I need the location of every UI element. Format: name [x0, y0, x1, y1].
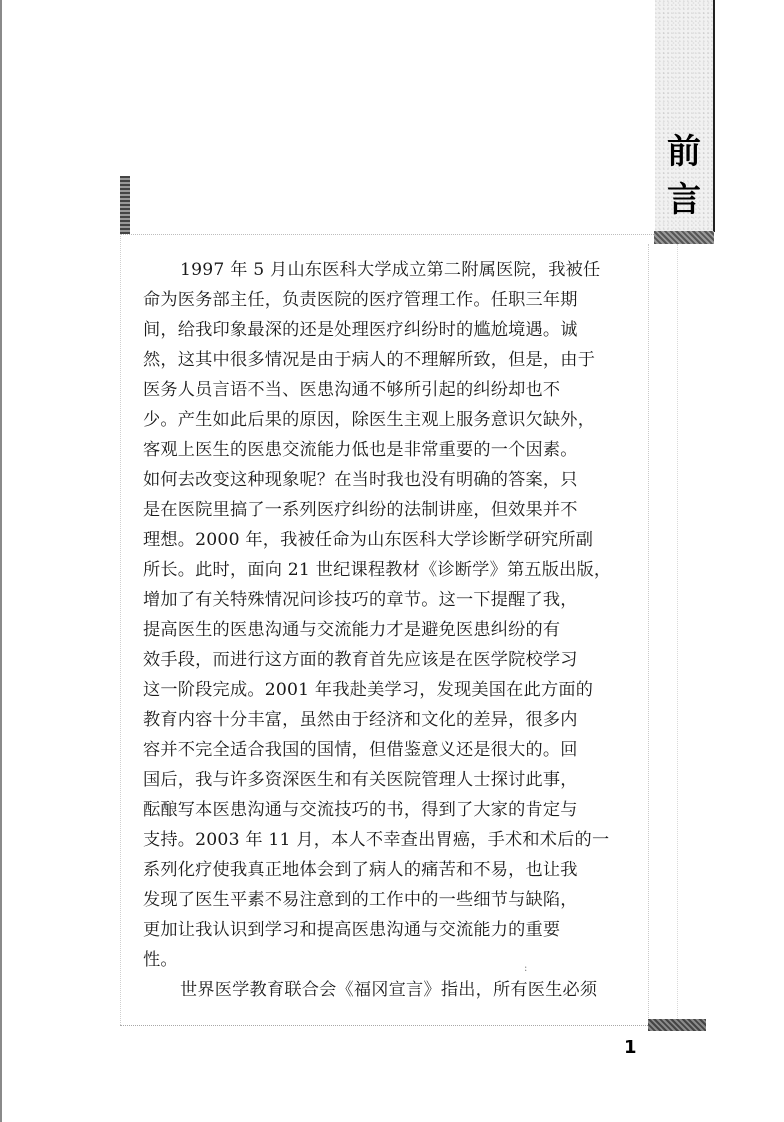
- text-line: 效手段，而进行这方面的教育首先应该是在医学院校学习: [143, 650, 578, 670]
- frame-left-rule: [120, 234, 121, 1025]
- body-text: [143, 255, 637, 1005]
- text-line: 更加让我认识到学习和提高医患沟通与交流能力的重要: [143, 920, 561, 940]
- frame-right-rule-outer: [677, 244, 678, 1020]
- text-line: 增加了有关特殊情况问诊技巧的章节。这一下提醒了我，: [143, 590, 578, 610]
- chapter-title: [658, 128, 710, 224]
- text-line: 然，这其中很多情况是由于病人的不理解所致，但是，由于: [143, 350, 596, 370]
- page-edge: [0, 0, 2, 1122]
- text-line: 性。: [143, 950, 178, 970]
- text-line: 教育内容十分丰富，虽然由于经济和文化的差异，很多内: [143, 710, 578, 730]
- text-line: 间，给我印象最深的还是处理医疗纠纷时的尴尬境遇。诚: [143, 320, 578, 340]
- text-line: 系列化疗使我真正地体会到了病人的痛苦和不易，也让我: [143, 860, 578, 880]
- text-line: 容并不完全适合我国的国情，但借鉴意义还是很大的。回: [143, 740, 578, 760]
- frame-right-rule: [648, 244, 649, 1020]
- text-line: 理想。2000 年，我被任命为山东医科大学诊断学研究所副: [143, 530, 594, 550]
- text-line: 世界医学教育联合会《福冈宣言》指出，所有医生必须: [180, 980, 598, 1000]
- frame-top-rule: [120, 234, 654, 235]
- text-line: 命为医务部主任，负责医院的医疗管理工作。任职三年期: [143, 290, 578, 310]
- decorative-bar-bottom: [648, 1019, 706, 1031]
- text-line: 如何去改变这种现象呢？在当时我也没有明确的答案，只: [143, 470, 578, 490]
- paragraph-2: [143, 975, 637, 1005]
- text-line: 酝酿写本医患沟通与交流技巧的书，得到了大家的肯定与: [143, 800, 578, 820]
- paragraph-1: [143, 255, 637, 975]
- text-line: 1997 年 5 月山东医科大学成立第二附属医院，我被任: [180, 260, 601, 280]
- text-line: 国后，我与许多资深医生和有关医院管理人士探讨此事，: [143, 770, 578, 790]
- frame-bottom-rule: [120, 1025, 648, 1026]
- text-line: 是在医院里搞了一系列医疗纠纷的法制讲座，但效果并不: [143, 500, 578, 520]
- text-line: 少。产生如此后果的原因，除医生主观上服务意识欠缺外，: [143, 410, 596, 430]
- decorative-left-marker: [120, 176, 130, 234]
- decorative-bar-top: [654, 231, 714, 244]
- chapter-title-char-2: 言: [667, 180, 701, 220]
- text-line: 所长。此时，面向 21 世纪课程教材《诊断学》第五版出版，: [143, 560, 612, 580]
- page-number: 1: [624, 1037, 637, 1058]
- text-line: 发现了医生平素不易注意到的工作中的一些细节与缺陷，: [143, 890, 578, 910]
- text-line: 客观上医生的医患交流能力低也是非常重要的一个因素。: [143, 440, 578, 460]
- text-line: 这一阶段完成。2001 年我赴美学习，发现美国在此方面的: [143, 680, 594, 700]
- text-line: 提高医生的医患沟通与交流能力才是避免医患纠纷的有: [143, 620, 561, 640]
- chapter-title-char-1: 前: [667, 132, 701, 172]
- scan-artifact: :: [524, 963, 528, 974]
- text-line: 支持。2003 年 11 月，本人不幸查出胃癌，手术和术后的一: [143, 830, 610, 850]
- text-line: 医务人员言语不当、医患沟通不够所引起的纠纷却也不: [143, 380, 561, 400]
